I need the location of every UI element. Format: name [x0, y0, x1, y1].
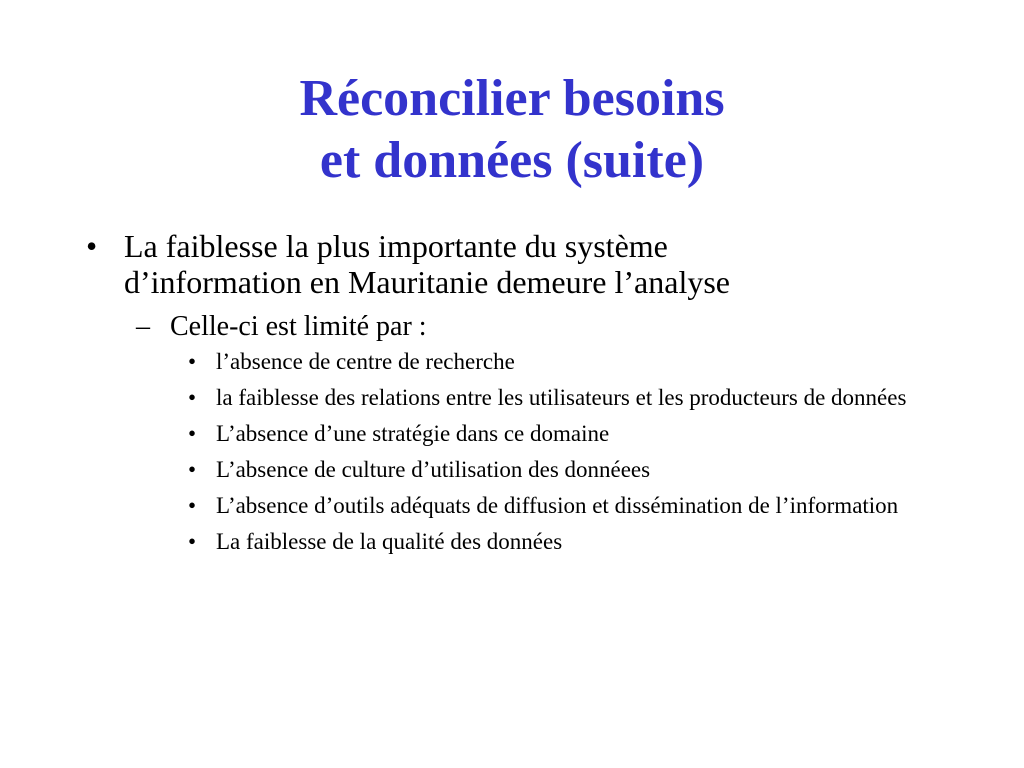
slide-body	[0, 228, 1024, 564]
level3-item	[188, 528, 916, 556]
level3-item	[188, 456, 916, 484]
bullet-icon: •	[188, 421, 197, 446]
level3-text: l’absence de centre de recherche	[216, 349, 515, 374]
level3-item	[188, 384, 916, 412]
level2-text: Celle-ci est limité par :	[170, 311, 427, 342]
level3-text: la faiblesse des relations entre les utilisateurs et les producteurs de données	[216, 385, 907, 410]
level3-list	[0, 348, 1024, 556]
level1-text-line-2: d’information en Mauritanie demeure l’analyse	[124, 264, 730, 300]
level3-text: La faiblesse de la qualité des données	[216, 529, 563, 554]
bullet-icon: •	[188, 493, 197, 518]
bullet-icon: •	[188, 385, 197, 410]
level3-text: L’absence de culture d’utilisation des donnéees	[216, 457, 651, 482]
bullet-icon: •	[188, 529, 197, 554]
level3-text: L’absence d’une stratégie dans ce domaine	[216, 421, 610, 446]
bullet-icon: •	[86, 228, 98, 264]
level3-item	[188, 492, 916, 520]
level3-item	[188, 420, 916, 448]
level3-text: L’absence d’outils adéquats de diffusion et dissémination de l’information	[216, 493, 899, 518]
level1-item	[86, 228, 904, 300]
bullet-icon: •	[188, 457, 197, 482]
slide-title	[0, 68, 1024, 192]
dash-bullet-icon: –	[136, 311, 150, 342]
bullet-icon: •	[188, 349, 197, 374]
level2-item	[136, 310, 930, 344]
level3-item	[188, 348, 916, 376]
slide-title-line-2: et données (suite)	[319, 132, 705, 189]
slide-title-line-1: Réconcilier besoins	[299, 70, 725, 127]
level1-text-line-1: La faiblesse la plus importante du système	[124, 228, 668, 264]
